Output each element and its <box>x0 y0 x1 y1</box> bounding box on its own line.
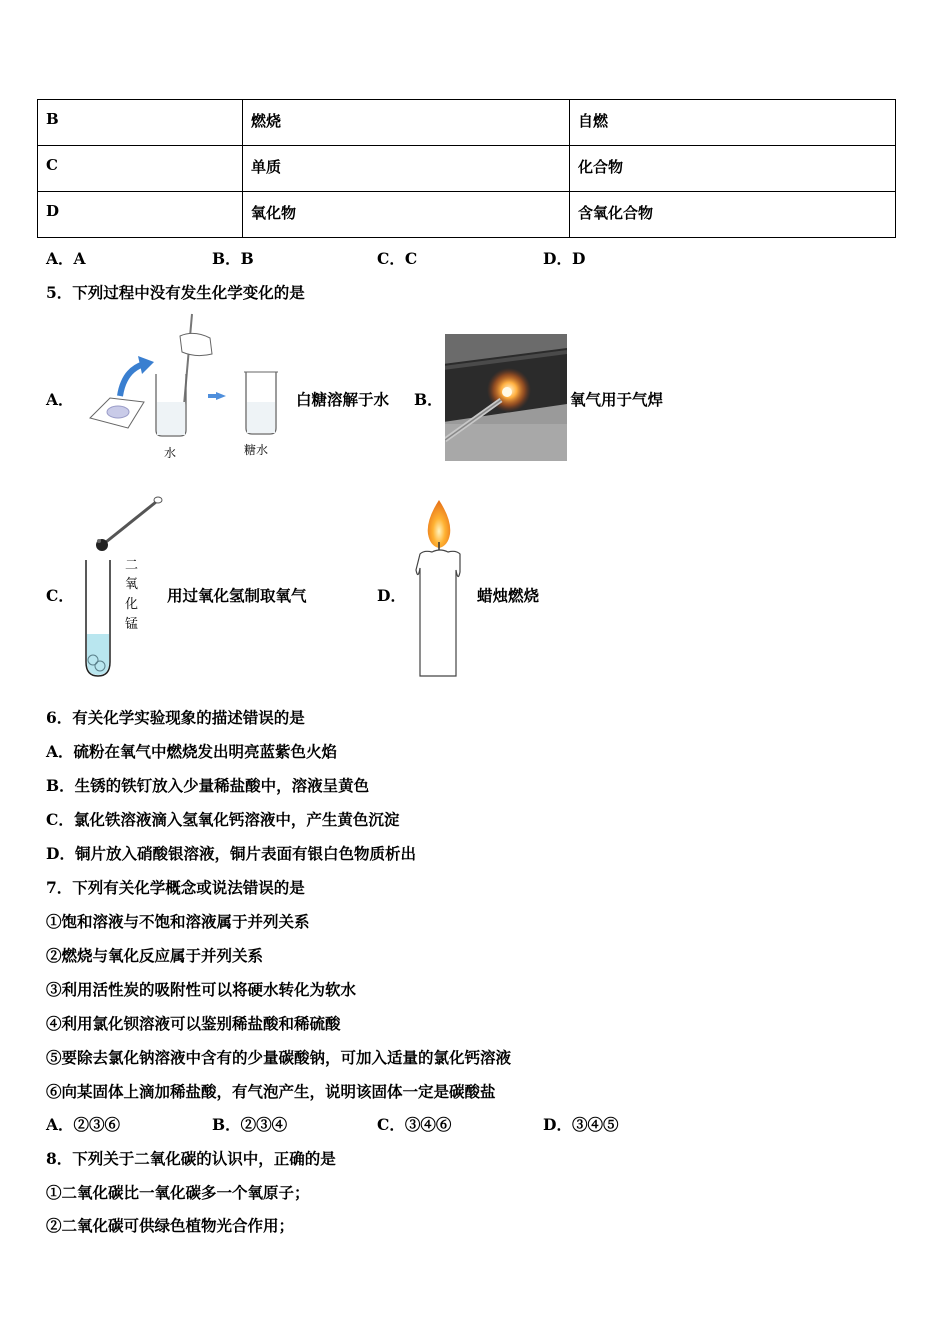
sugar-water-label: 糖水 <box>244 443 269 457</box>
q7-item-5: ⑤要除去氯化钠溶液中含有的少量碳酸钠，可加入适量的氯化钙溶液 <box>46 1048 512 1067</box>
q7-item-2: ②燃烧与氧化反应属于并列关系 <box>46 946 264 965</box>
table-cell: 自燃 <box>570 100 896 146</box>
table-cell: D <box>38 192 243 238</box>
q5-option-c-caption: 用过氧化氢制取氧气 <box>167 586 307 605</box>
q5-option-d-label: D． <box>377 586 406 605</box>
q5-stem: 5．下列过程中没有发生化学变化的是 <box>46 283 305 302</box>
q6-option-d: D．铜片放入硝酸银溶液，铜片表面有银白色物质析出 <box>46 844 416 863</box>
reagent-char-2: 氧 <box>125 577 139 592</box>
q8-item-2: ②二氧化碳可供绿色植物光合作用； <box>46 1216 295 1235</box>
q4-option-c: C．C <box>377 249 418 268</box>
test-tube-figure <box>78 494 164 680</box>
candle-figure <box>412 496 468 678</box>
table-cell: B <box>38 100 243 146</box>
q6-stem: 6．有关化学实验现象的描述错误的是 <box>46 708 305 727</box>
q7-stem: 7．下列有关化学概念或说法错误的是 <box>46 878 305 897</box>
q5-option-d-caption: 蜡烛燃烧 <box>477 586 540 605</box>
reagent-char-1: 二 <box>125 558 139 573</box>
q4-option-d: D．D <box>543 249 586 268</box>
table-cell: 含氧化合物 <box>570 192 896 238</box>
q8-item-1: ①二氧化碳比一氧化碳多一个氧原子； <box>46 1183 310 1202</box>
table-row <box>38 192 896 238</box>
q6-option-c: C．氯化铁溶液滴入氢氧化钙溶液中，产生黄色沉淀 <box>46 810 400 829</box>
q5-option-c-label: C． <box>46 586 74 605</box>
q8-stem: 8．下列关于二氧化碳的认识中，正确的是 <box>46 1149 336 1168</box>
gas-welding-photo <box>445 334 567 461</box>
table-cell: 氧化物 <box>243 192 570 238</box>
q4-option-b: B．B <box>212 249 254 268</box>
table-cell: 单质 <box>243 146 570 192</box>
table-cell: 化合物 <box>570 146 896 192</box>
q7-item-1: ①饱和溶液与不饱和溶液属于并列关系 <box>46 912 310 931</box>
table-cell: 燃烧 <box>243 100 570 146</box>
q7-option-d: D．③④⑤ <box>543 1115 619 1134</box>
q7-option-b: B．②③④ <box>212 1115 288 1134</box>
q7-item-6: ⑥向某固体上滴加稀盐酸，有气泡产生，说明该固体一定是碳酸盐 <box>46 1082 496 1101</box>
q6-option-b: B．生锈的铁钉放入少量稀盐酸中，溶液呈黄色 <box>46 776 370 795</box>
reagent-char-4: 锰 <box>125 617 139 632</box>
sugar-dissolve-figure <box>84 310 284 460</box>
q5-option-a-label: A． <box>46 390 74 409</box>
q7-item-4: ④利用氯化钡溶液可以鉴别稀盐酸和稀硫酸 <box>46 1014 341 1033</box>
q5-option-b-caption: 氧气用于气焊 <box>570 390 664 409</box>
reagent-char-3: 化 <box>125 597 139 612</box>
q7-option-a: A．②③⑥ <box>46 1115 121 1134</box>
q7-option-c: C．③④⑥ <box>377 1115 452 1134</box>
table-row <box>38 100 896 146</box>
q6-option-a: A．硫粉在氧气中燃烧发出明亮蓝紫色火焰 <box>46 742 338 761</box>
water-label: 水 <box>164 446 177 460</box>
q4-option-a: A．A <box>46 249 86 268</box>
comparison-table <box>37 99 896 238</box>
table-row <box>38 146 896 192</box>
q7-item-3: ③利用活性炭的吸附性可以将硬水转化为软水 <box>46 980 357 999</box>
table-cell: C <box>38 146 243 192</box>
q5-option-a-caption: 白糖溶解于水 <box>296 390 390 409</box>
q5-option-b-label: B． <box>414 390 443 409</box>
